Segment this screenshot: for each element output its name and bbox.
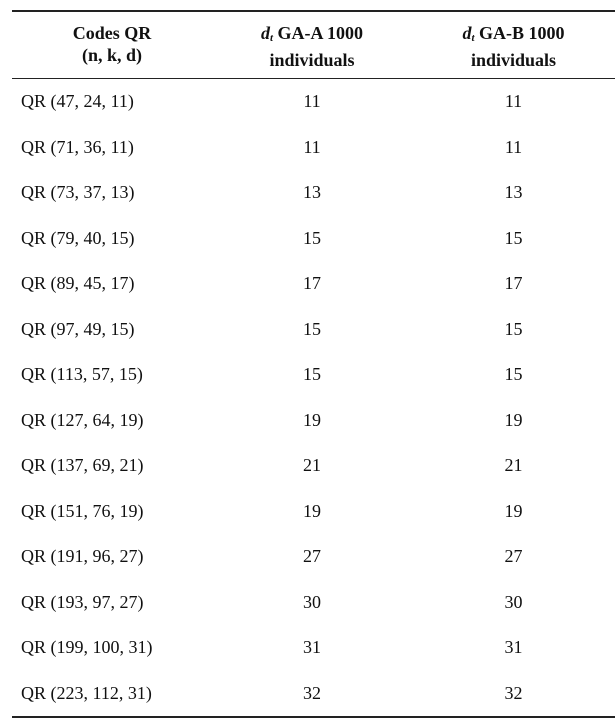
ga-b-cell: 17 xyxy=(504,273,523,293)
code-cell: QR (223, 112, 31) xyxy=(21,682,152,703)
ga-a-cell: 30 xyxy=(303,591,321,612)
ga-a-cell: 11 xyxy=(303,136,321,157)
ga-b-cell: 13 xyxy=(504,182,523,202)
ga-a-cell: 15 xyxy=(303,364,321,384)
code-cell: QR (47, 24, 11) xyxy=(21,91,134,111)
ga-b-cell: 15 xyxy=(504,227,523,248)
code-cell: QR (113, 57, 15) xyxy=(21,364,143,384)
ga-b-cell: 15 xyxy=(504,318,523,339)
header-codes-qr-line1: Codes QR xyxy=(72,23,152,43)
ga-b-cell: 31 xyxy=(504,637,523,657)
ga-a-cell: 31 xyxy=(303,637,321,657)
header-ga-a-label: GA-A 1000 xyxy=(273,23,364,43)
ga-a-cell: 15 xyxy=(303,318,321,339)
ga-b-cell: 21 xyxy=(504,455,523,475)
table-row xyxy=(12,580,615,626)
table-row xyxy=(12,79,615,125)
header-ga-b-line2: individuals xyxy=(470,50,557,70)
ga-a-cell: 32 xyxy=(303,682,321,703)
ga-b-cell: 27 xyxy=(504,546,523,566)
table-bottom-rule xyxy=(12,716,615,718)
ga-b-cell: 11 xyxy=(504,136,523,157)
ga-a-cell: 11 xyxy=(303,91,321,111)
header-ga-a-line1 xyxy=(212,22,412,49)
code-cell: QR (137, 69, 21) xyxy=(21,455,144,475)
header-ga-b-line1 xyxy=(412,22,615,49)
ga-b-cell: 19 xyxy=(504,409,523,430)
table-row xyxy=(12,216,615,262)
table-row xyxy=(12,534,615,580)
table-row xyxy=(12,125,615,171)
code-cell: QR (79, 40, 15) xyxy=(21,227,135,248)
ga-a-cell: 15 xyxy=(303,227,321,248)
code-cell: QR (89, 45, 17) xyxy=(21,273,135,293)
code-cell: QR (151, 76, 19) xyxy=(21,500,144,521)
header-ga-b xyxy=(412,22,615,71)
ga-a-cell: 17 xyxy=(303,273,321,293)
code-cell: QR (191, 96, 27) xyxy=(21,546,144,566)
header-ga-b-subscript: t xyxy=(471,32,475,44)
ga-a-cell: 19 xyxy=(303,409,321,430)
code-cell: QR (71, 36, 11) xyxy=(21,136,134,157)
table-row xyxy=(12,489,615,535)
table-row xyxy=(12,398,615,444)
code-cell: QR (199, 100, 31) xyxy=(21,637,153,657)
ga-b-cell: 32 xyxy=(504,682,523,703)
table-row xyxy=(12,261,615,307)
header-ga-a-subscript: t xyxy=(269,32,274,44)
table-row xyxy=(12,170,615,216)
ga-b-cell: 19 xyxy=(504,500,523,521)
table-body xyxy=(12,79,615,716)
table-row xyxy=(12,671,615,717)
table-row xyxy=(12,443,615,489)
ga-b-cell: 11 xyxy=(504,91,523,111)
code-cell: QR (127, 64, 19) xyxy=(21,409,144,430)
header-ga-b-symbol: d xyxy=(462,23,472,43)
ga-b-cell: 30 xyxy=(504,591,523,612)
ga-a-cell: 27 xyxy=(303,546,321,566)
ga-b-cell: 15 xyxy=(504,364,523,384)
header-codes-qr xyxy=(12,22,212,66)
ga-a-cell: 13 xyxy=(303,182,321,202)
ga-a-cell: 21 xyxy=(303,455,321,475)
code-cell: QR (97, 49, 15) xyxy=(21,318,135,339)
table-top-rule xyxy=(12,10,615,12)
header-ga-a-line2: individuals xyxy=(269,50,355,70)
header-ga-a xyxy=(212,22,412,71)
header-codes-qr-line2: (n, k, d) xyxy=(81,45,143,65)
ga-a-cell: 19 xyxy=(303,500,321,521)
code-cell: QR (193, 97, 27) xyxy=(21,591,144,612)
table-row xyxy=(12,352,615,398)
header-ga-a-symbol: d xyxy=(260,23,270,43)
table-row xyxy=(12,307,615,353)
header-ga-b-label: GA-B 1000 xyxy=(474,23,565,43)
code-cell: QR (73, 37, 13) xyxy=(21,182,135,202)
table-header xyxy=(12,22,615,72)
table-row xyxy=(12,625,615,671)
